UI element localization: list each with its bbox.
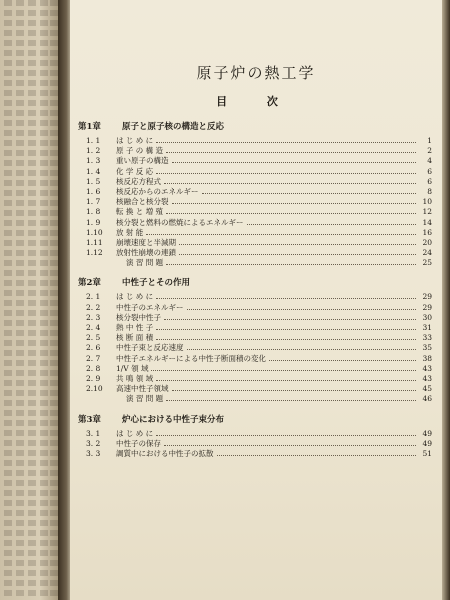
section-number: 1. 1 <box>86 136 101 145</box>
section-number: 1. 8 <box>86 207 101 217</box>
page-number: 33 <box>422 333 432 343</box>
chapter-title: 中性子とその作用 <box>122 278 191 289</box>
section-number: 2. 9 <box>86 373 101 383</box>
toc-entry[interactable] <box>78 248 432 258</box>
page-number: 1 <box>427 136 432 145</box>
dot-leader <box>146 233 416 235</box>
page-number: 31 <box>422 323 432 332</box>
section-number: 2. 5 <box>86 333 101 343</box>
section-title: 核分裂と燃料の燃焼によるエネルギー <box>116 217 244 227</box>
section-title: は じ め に <box>116 292 154 302</box>
dot-leader <box>156 379 416 381</box>
section-title: 重い原子の構造 <box>116 156 169 166</box>
section-number: 2. 8 <box>86 363 101 373</box>
page-number: 6 <box>427 166 432 176</box>
page-number: 14 <box>422 217 432 227</box>
dot-leader <box>166 212 416 214</box>
section-title: 高速中性子領域 <box>116 384 169 394</box>
section-number: 1. 5 <box>86 176 101 186</box>
section-title: 化 学 反 応 <box>116 166 154 176</box>
dot-leader <box>151 369 416 371</box>
section-number: 1. 4 <box>86 166 101 176</box>
toc-entry[interactable] <box>78 146 432 156</box>
contents-page <box>70 0 442 600</box>
dot-leader <box>187 308 417 310</box>
section-title: 1/V 領 域 <box>116 363 149 373</box>
section-title: は じ め に <box>116 428 154 438</box>
toc-entry[interactable] <box>78 177 432 187</box>
page-number: 51 <box>422 448 432 458</box>
dot-leader <box>156 141 416 143</box>
section-number: 2.10 <box>86 384 103 394</box>
toc-entry[interactable] <box>78 156 432 166</box>
section-title: 演 習 問 題 <box>126 394 164 404</box>
section-number: 3. 2 <box>86 438 101 448</box>
page-number: 16 <box>422 227 432 237</box>
facing-page <box>0 0 58 600</box>
section-title: 崩壊速度と半減期 <box>116 237 176 247</box>
section-number: 2. 3 <box>86 312 101 322</box>
toc-entry[interactable] <box>78 323 432 333</box>
section-number: 1.10 <box>86 227 103 237</box>
dot-leader <box>172 389 417 391</box>
section-title: 核反応方程式 <box>116 176 161 186</box>
section-title: 核分裂中性子 <box>116 312 161 322</box>
page-number: 8 <box>427 186 432 196</box>
section-number: 2. 6 <box>86 343 101 353</box>
section-number: 3. 1 <box>86 428 101 438</box>
toc-entry[interactable] <box>78 343 432 353</box>
dot-leader <box>166 399 416 401</box>
toc-entry[interactable] <box>78 374 432 384</box>
section-number: 1. 6 <box>86 186 101 196</box>
chapter-title: 原子と原子核の構造と反応 <box>122 122 225 132</box>
section-number: 1. 3 <box>86 156 101 166</box>
toc-entry[interactable] <box>78 354 432 364</box>
dot-leader <box>166 151 416 153</box>
section-title: 共 鳴 領 域 <box>116 373 154 383</box>
section-title: 演 習 問 題 <box>126 258 164 268</box>
dot-leader <box>166 263 416 265</box>
chapter-label: 第1章 <box>78 122 101 132</box>
section-number: 2. 4 <box>86 323 101 332</box>
dot-leader <box>156 172 416 174</box>
chapter-heading[interactable] <box>78 274 432 292</box>
page-number: 30 <box>422 312 432 322</box>
section-number: 3. 3 <box>86 448 101 458</box>
page-number: 38 <box>422 353 432 363</box>
section-title: 核融合と核分裂 <box>116 197 169 207</box>
section-title: 中性子の保存 <box>116 438 161 448</box>
dot-leader <box>156 338 416 340</box>
toc-entry[interactable] <box>78 207 432 217</box>
chapter-title: 炉心における中性子束分布 <box>122 414 225 425</box>
section-title: 放射性崩壊の連鎖 <box>116 248 176 258</box>
section-title: 中性子のエネルギー <box>116 302 184 312</box>
toc-entry[interactable] <box>78 364 432 374</box>
toc-heading: 目 次 <box>216 95 296 108</box>
page-number: 49 <box>422 438 432 448</box>
book-title: 原子炉の熱工学 <box>196 64 316 82</box>
toc-entry[interactable] <box>78 167 432 177</box>
dot-leader <box>164 182 416 184</box>
page-number: 29 <box>422 292 432 302</box>
dot-leader <box>179 253 416 255</box>
section-number: 1. 9 <box>86 217 101 227</box>
section-title: 転 換 と 増 殖 <box>116 207 164 217</box>
page-number: 25 <box>422 258 432 268</box>
section-number: 1.11 <box>86 237 103 247</box>
table-of-contents <box>78 118 432 459</box>
toc-entry[interactable] <box>78 218 432 228</box>
page-number: 12 <box>422 207 432 217</box>
toc-entry[interactable] <box>78 439 432 449</box>
section-title: 原 子 の 構 造 <box>116 146 164 156</box>
section-number: 2. 7 <box>86 353 101 363</box>
section-title: 中性子束と反応速度 <box>116 343 184 353</box>
page-number: 43 <box>422 373 432 383</box>
section-title: 熱 中 性 子 <box>116 323 154 332</box>
toc-entry[interactable] <box>78 238 432 248</box>
toc-entry[interactable] <box>78 136 432 146</box>
dot-leader <box>247 223 417 225</box>
page-number: 20 <box>422 237 432 247</box>
section-number: 2. 2 <box>86 302 101 312</box>
toc-entry[interactable] <box>78 292 432 302</box>
toc-entry[interactable] <box>78 197 432 207</box>
section-title: 放 射 能 <box>116 227 144 237</box>
page-number: 45 <box>422 384 432 394</box>
page-number: 46 <box>422 394 432 404</box>
dot-leader <box>179 243 416 245</box>
dot-leader <box>202 192 417 194</box>
page-number: 2 <box>427 146 432 156</box>
chapter-heading[interactable] <box>78 118 432 136</box>
dot-leader <box>156 434 416 436</box>
dot-leader <box>164 444 416 446</box>
section-number: 1. 7 <box>86 197 101 207</box>
chapter-label: 第3章 <box>78 414 101 425</box>
toc-entry[interactable] <box>78 429 432 439</box>
toc-entry[interactable] <box>78 333 432 343</box>
page-number: 24 <box>422 248 432 258</box>
section-title: 核反応からのエネルギー <box>116 186 199 196</box>
dot-leader <box>172 202 417 204</box>
section-title: 調質中における中性子の拡散 <box>116 448 214 458</box>
toc-entry[interactable] <box>78 313 432 323</box>
page-number: 10 <box>422 197 432 207</box>
toc-entry[interactable] <box>78 394 432 404</box>
toc-entry[interactable] <box>78 449 432 459</box>
page-number: 43 <box>422 363 432 373</box>
section-number: 1.12 <box>86 248 103 258</box>
page-number: 29 <box>422 302 432 312</box>
section-number: 1. 2 <box>86 146 101 156</box>
chapter-heading[interactable] <box>78 411 432 429</box>
dot-leader <box>269 359 416 361</box>
chapter-label: 第2章 <box>78 278 101 289</box>
dot-leader <box>217 454 417 456</box>
dot-leader <box>156 328 416 330</box>
section-number: 2. 1 <box>86 292 101 302</box>
section-title: 核 断 面 積 <box>116 333 154 343</box>
toc-entry[interactable] <box>78 228 432 238</box>
dot-leader <box>187 348 417 350</box>
toc-entry[interactable] <box>78 384 432 394</box>
section-title: 中性子エネルギーによる中性子断面積の変化 <box>116 353 266 363</box>
dot-leader <box>156 297 416 299</box>
page-number: 6 <box>427 176 432 186</box>
dot-leader <box>172 161 417 163</box>
dot-leader <box>164 318 416 320</box>
page-edge <box>442 0 450 600</box>
page-number: 35 <box>422 343 432 353</box>
toc-entry[interactable] <box>78 303 432 313</box>
toc-entry[interactable] <box>78 258 432 268</box>
section-title: は じ め に <box>116 136 154 145</box>
page-number: 49 <box>422 428 432 438</box>
page-number: 4 <box>427 156 432 166</box>
toc-entry[interactable] <box>78 187 432 197</box>
